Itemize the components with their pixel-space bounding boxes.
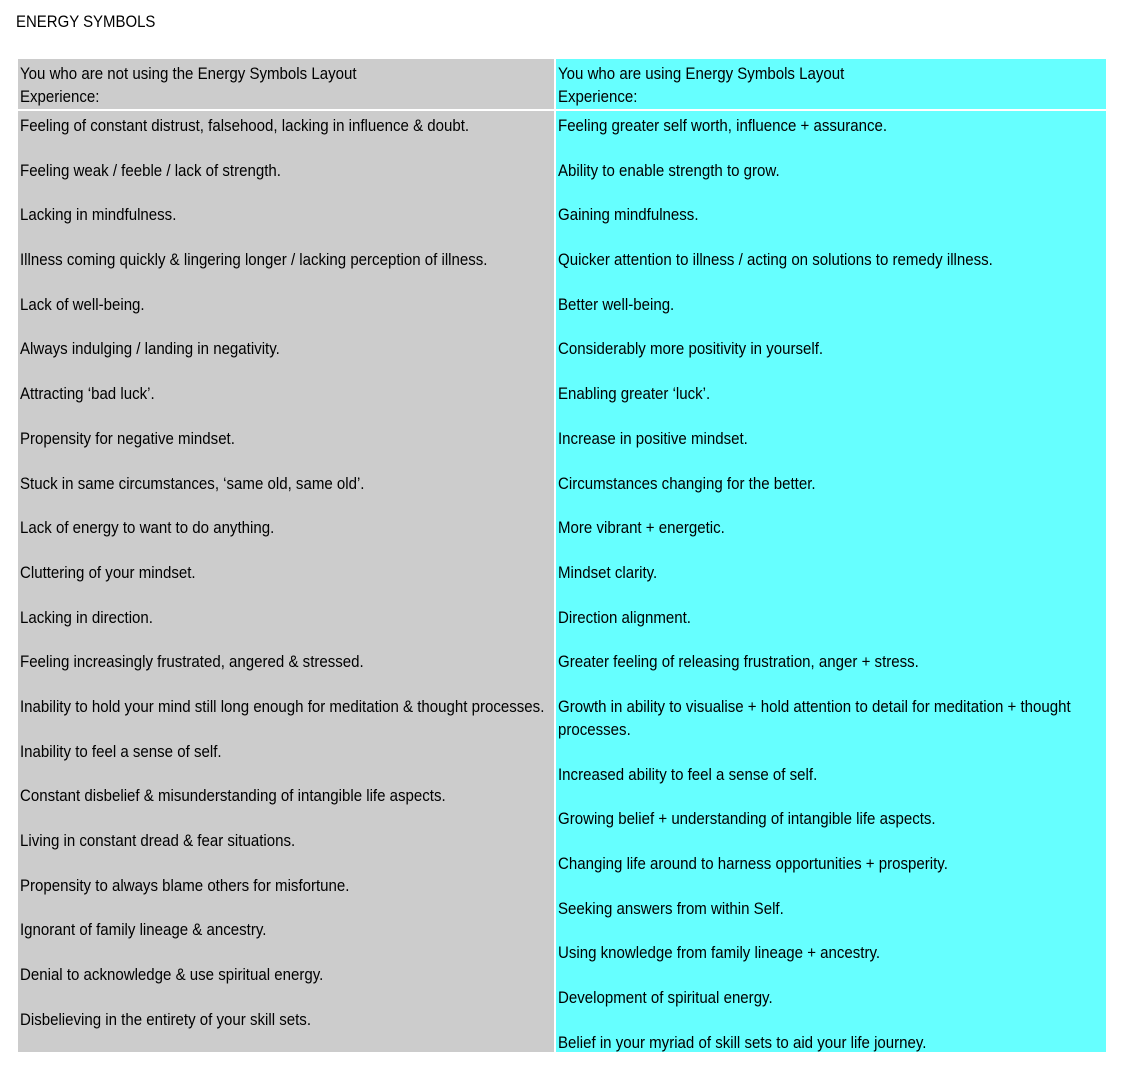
- left-column-body: [18, 111, 554, 1052]
- left-list-item: [20, 248, 552, 271]
- left-header-line1: You who are not using the Energy Symbols Layout: [20, 64, 357, 83]
- left-list-item: [20, 293, 552, 316]
- right-item-text: Belief in your myriad of skill sets to aid your life journey.: [558, 1032, 927, 1052]
- right-item-text: Circumstances changing for the better.: [558, 473, 816, 493]
- right-list-item: [558, 203, 1104, 226]
- left-item-text: Feeling weak / feeble / lack of strength.: [20, 160, 281, 180]
- right-list-item: [558, 293, 1104, 316]
- left-item-text: Feeling of constant distrust, falsehood, lacking in influence & doubt.: [20, 116, 470, 135]
- right-item-text: Increase in positive mindset.: [558, 428, 748, 448]
- right-item-text: Growing belief + understanding of intangible life aspects.: [558, 809, 936, 829]
- page-title: ENERGY SYMBOLS: [16, 12, 156, 31]
- left-item-text: Lack of energy to want to do anything.: [20, 518, 275, 538]
- right-list-item: [558, 986, 1104, 1009]
- left-list-item: [20, 918, 552, 941]
- left-list-item: [20, 695, 552, 718]
- right-list-item: [558, 472, 1104, 495]
- left-list-item: [20, 203, 552, 226]
- right-list-item: [558, 763, 1104, 786]
- left-item-text: Cluttering of your mindset.: [20, 562, 196, 582]
- left-item-list: [20, 114, 552, 1031]
- right-list-item: [558, 695, 1104, 741]
- left-column-header: [18, 59, 554, 109]
- left-item-text: Lack of well-being.: [20, 294, 145, 314]
- left-list-item: [20, 963, 552, 986]
- left-list-item: [20, 472, 552, 495]
- right-item-text: Mindset clarity.: [558, 562, 658, 582]
- right-list-item: [558, 807, 1104, 830]
- right-list-item: [558, 852, 1104, 875]
- left-list-item: [20, 1008, 552, 1031]
- left-item-text: Propensity for negative mindset.: [20, 428, 235, 448]
- left-item-text: Always indulging / landing in negativity.: [20, 339, 280, 359]
- left-item-text: Ignorant of family lineage & ancestry.: [20, 920, 267, 940]
- right-list-item: [558, 650, 1104, 673]
- right-list-item: [558, 159, 1104, 182]
- right-item-text: Growth in ability to visualise + hold attention to detail for meditation + thought processes.: [558, 696, 1071, 739]
- right-item-text: Enabling greater ‘luck’.: [558, 384, 711, 404]
- comparison-table: [16, 57, 1108, 1054]
- right-item-text: Direction alignment.: [558, 607, 691, 627]
- right-item-text: Considerably more positivity in yourself.: [558, 339, 824, 359]
- right-item-text: Feeling greater self worth, influence + assurance.: [558, 116, 888, 135]
- right-list-item: [558, 248, 1104, 271]
- left-list-item: [20, 427, 552, 450]
- left-list-item: [20, 829, 552, 852]
- left-list-item: [20, 382, 552, 405]
- right-item-text: Seeking answers from within Self.: [558, 898, 784, 918]
- left-item-text: Inability to hold your mind still long enough for meditation & thought processes.: [20, 696, 545, 716]
- right-list-item: [558, 1031, 1104, 1054]
- right-header-line1: You who are using Energy Symbols Layout: [558, 64, 845, 83]
- right-list-item: [558, 382, 1104, 405]
- right-list-item: [558, 897, 1104, 920]
- right-list-item: [558, 516, 1104, 539]
- right-item-text: Greater feeling of releasing frustration, anger + stress.: [558, 652, 919, 672]
- right-item-text: More vibrant + energetic.: [558, 518, 725, 538]
- left-list-item: [20, 650, 552, 673]
- left-list-item: [20, 337, 552, 360]
- left-item-text: Living in constant dread & fear situations.: [20, 831, 296, 850]
- right-list-item: [558, 337, 1104, 360]
- right-list-item: [558, 114, 1104, 137]
- left-list-item: [20, 516, 552, 539]
- right-item-text: Changing life around to harness opportunities + prosperity.: [558, 854, 948, 873]
- left-item-text: Denial to acknowledge & use spiritual energy.: [20, 965, 324, 985]
- right-item-list: [558, 114, 1104, 1054]
- table-header-row: [18, 59, 1106, 109]
- left-item-text: Constant disbelief & misunderstanding of intangible life aspects.: [20, 786, 446, 806]
- right-column-header: [556, 59, 1106, 109]
- right-list-item: [558, 427, 1104, 450]
- left-list-item: [20, 784, 552, 807]
- right-list-item: [558, 941, 1104, 964]
- left-list-item: [20, 740, 552, 763]
- left-item-text: Lacking in mindfulness.: [20, 205, 177, 225]
- right-header-line2: Experience:: [558, 87, 638, 106]
- right-item-text: Gaining mindfulness.: [558, 205, 699, 225]
- left-item-text: Inability to feel a sense of self.: [20, 741, 222, 761]
- left-list-item: [20, 114, 552, 137]
- left-item-text: Feeling increasingly frustrated, angered & stressed.: [20, 652, 364, 672]
- right-item-text: Using knowledge from family lineage + ancestry.: [558, 943, 881, 963]
- left-item-text: Illness coming quickly & lingering longer / lacking perception of illness.: [20, 250, 488, 270]
- left-list-item: [20, 606, 552, 629]
- right-item-text: Development of spiritual energy.: [558, 988, 773, 1008]
- left-header-line2: Experience:: [20, 87, 100, 106]
- left-item-text: Attracting ‘bad luck’.: [20, 384, 155, 404]
- right-item-text: Quicker attention to illness / acting on solutions to remedy illness.: [558, 250, 993, 270]
- left-list-item: [20, 159, 552, 182]
- right-list-item: [558, 606, 1104, 629]
- right-list-item: [558, 561, 1104, 584]
- left-item-text: Stuck in same circumstances, ‘same old, same old’.: [20, 473, 365, 493]
- left-list-item: [20, 561, 552, 584]
- left-item-text: Propensity to always blame others for misfortune.: [20, 875, 350, 895]
- right-column-body: [556, 111, 1106, 1052]
- left-list-item: [20, 874, 552, 897]
- left-item-text: Lacking in direction.: [20, 607, 153, 627]
- table-body-row: [18, 111, 1106, 1052]
- right-item-text: Better well-being.: [558, 294, 675, 314]
- right-item-text: Ability to enable strength to grow.: [558, 160, 780, 180]
- right-item-text: Increased ability to feel a sense of self.: [558, 764, 818, 784]
- left-item-text: Disbelieving in the entirety of your skill sets.: [20, 1009, 311, 1029]
